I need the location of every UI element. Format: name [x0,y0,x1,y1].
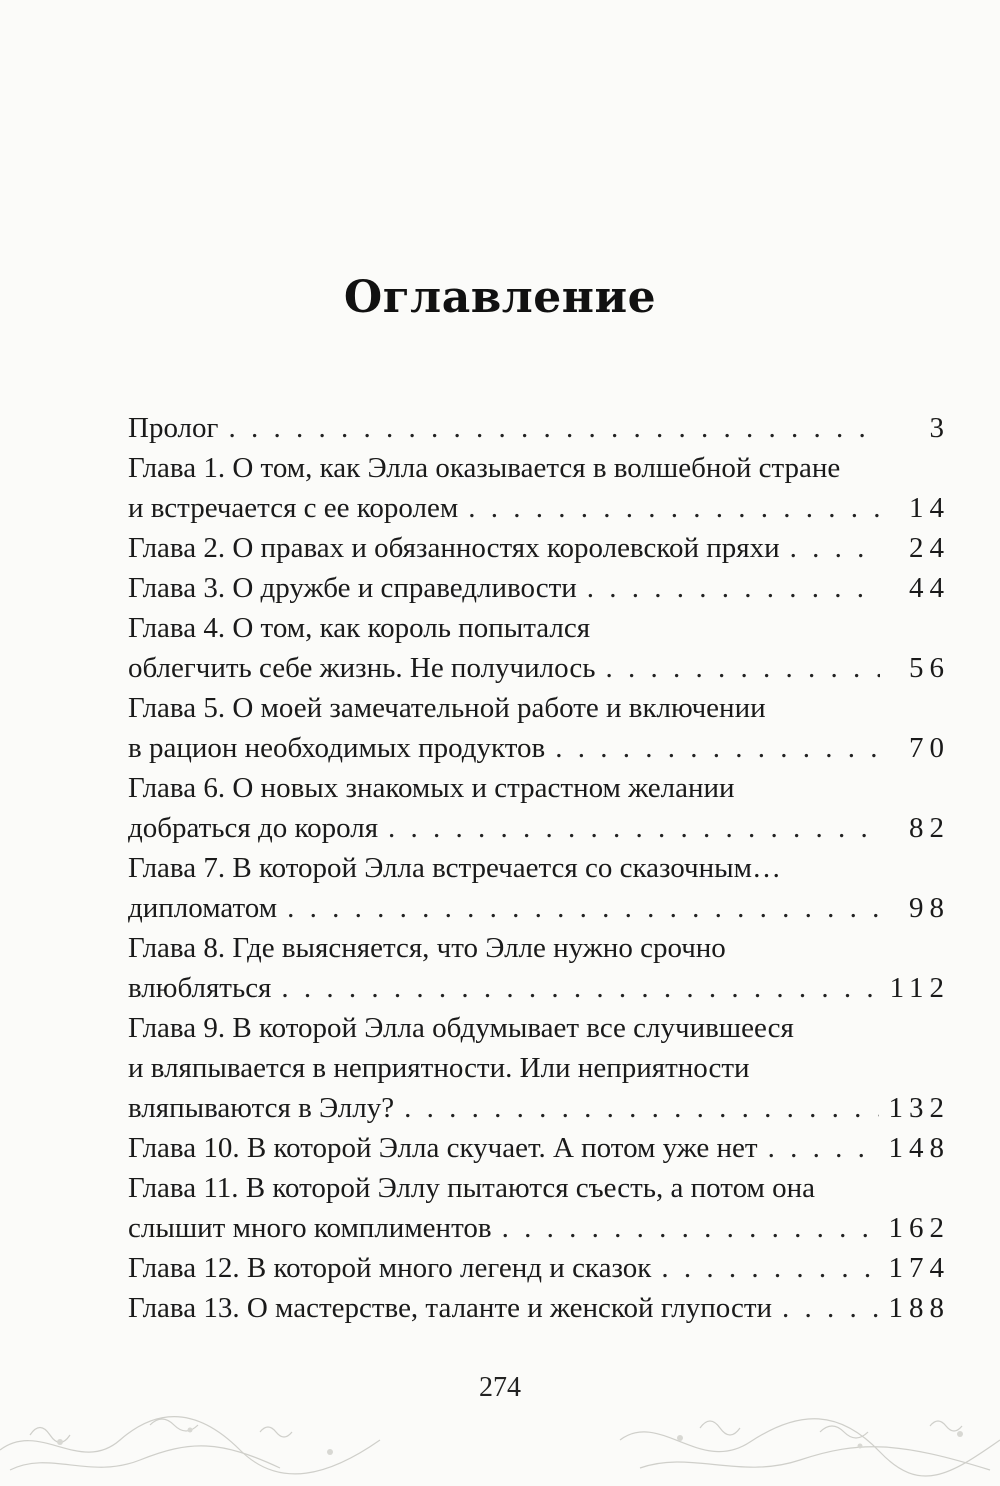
dot-leader [228,408,880,448]
toc-entry-line: облегчить себе жизнь. Не получилось [128,652,596,684]
toc-page-number: 44 [909,572,950,604]
toc-entry [128,848,950,928]
toc-entry-line: Глава 9. В которой Элла обдумывает все случившееся [128,1012,794,1044]
toc-page-number: 56 [909,652,950,684]
toc-entry [128,928,950,1008]
toc-entry [128,1168,950,1248]
toc-page-number: 148 [888,1132,950,1164]
toc-entry-last-line [128,1088,950,1128]
dot-leader [587,568,880,608]
toc-page-number: 112 [889,972,950,1004]
dot-leader [388,808,880,848]
toc-entry-line: Глава 1. О том, как Элла оказывается в волшебной стране [128,452,841,484]
toc-entry-last-line [128,888,950,928]
toc-entry-line: вляпываются в Эллу? [128,1092,395,1124]
toc-entry-line: Глава 6. О новых знакомых и страстном желании [128,772,735,804]
toc-entry-last-line [128,568,950,608]
page-number: 274 [479,1372,521,1403]
toc-entry [128,608,950,688]
toc-entry [128,1008,950,1128]
toc-page-number: 162 [888,1212,950,1244]
dot-leader [468,488,880,528]
toc-entry-line: Глава 12. В которой много легенд и сказок [128,1252,652,1284]
toc-entry-last-line [128,1128,950,1168]
toc-page-number: 24 [909,532,950,564]
toc-entry-line: слышит много комплиментов [128,1212,492,1244]
toc-entry [128,448,950,528]
toc-entry-line: добраться до короля [128,812,379,844]
toc-entry-last-line [128,808,950,848]
dot-leader [790,528,880,568]
toc-entry-last-line [128,408,950,448]
dot-leader [605,648,880,688]
toc-page-number: 14 [909,492,950,524]
dot-leader [782,1288,878,1328]
dot-leader [281,968,879,1008]
toc-entry-last-line [128,1208,950,1248]
toc-entry-line: Глава 11. В которой Эллу пытаются съесть, а потом она [128,1172,816,1204]
toc-entry-line: Глава 2. О правах и обязанностях королевской пряхи [128,532,780,564]
table-of-contents [128,408,950,1328]
toc-entry [128,1248,950,1288]
toc-entry-last-line [128,528,950,568]
toc-entry-last-line [128,1288,950,1328]
toc-entry [128,1128,950,1168]
toc-entry [128,408,950,448]
toc-entry-line: Глава 13. О мастерстве, таланте и женской глупости [128,1292,773,1324]
toc-entry-last-line [128,728,950,768]
toc-entry-line: и встречается с ее королем [128,492,459,524]
dot-leader [287,888,880,928]
dot-leader [661,1248,878,1288]
toc-page-number: 132 [888,1092,950,1124]
toc-entry [128,568,950,608]
toc-entry-line: Глава 5. О моей замечательной работе и включении [128,692,766,724]
dot-leader [404,1088,878,1128]
toc-entry [128,528,950,568]
toc-entry-last-line [128,1248,950,1288]
toc-entry-line: дипломатом [128,892,278,924]
toc-page-number: 98 [909,892,950,924]
toc-entry-line: и вляпывается в неприятности. Или неприятности [128,1052,750,1084]
toc-page-number: 70 [909,732,950,764]
dot-leader [768,1128,879,1168]
page-title: Оглавление [343,272,657,323]
toc-page-number: 188 [888,1292,950,1324]
toc-entry-last-line [128,648,950,688]
toc-page-number: 82 [909,812,950,844]
toc-entry [128,1288,950,1328]
toc-page-number: 174 [888,1252,950,1284]
toc-entry-line: Глава 4. О том, как король попытался [128,612,591,644]
toc-entry [128,768,950,848]
toc-entry-line: Глава 7. В которой Элла встречается со сказочным… [128,852,781,884]
toc-entry-last-line [128,488,950,528]
dot-leader [502,1208,879,1248]
toc-entry-line: Глава 3. О дружбе и справедливости [128,572,577,604]
toc-entry-line: в рацион необходимых продуктов [128,732,546,764]
dot-leader [555,728,880,768]
toc-entry-line: влюбляться [128,972,272,1004]
toc-entry-last-line [128,968,950,1008]
toc-page-number: 3 [929,412,950,444]
toc-entry-line: Глава 10. В которой Элла скучает. А потом уже нет [128,1132,758,1164]
toc-entry-line: Пролог [128,412,219,444]
toc-entry [128,688,950,768]
toc-entry-line: Глава 8. Где выясняется, что Элле нужно срочно [128,932,726,964]
